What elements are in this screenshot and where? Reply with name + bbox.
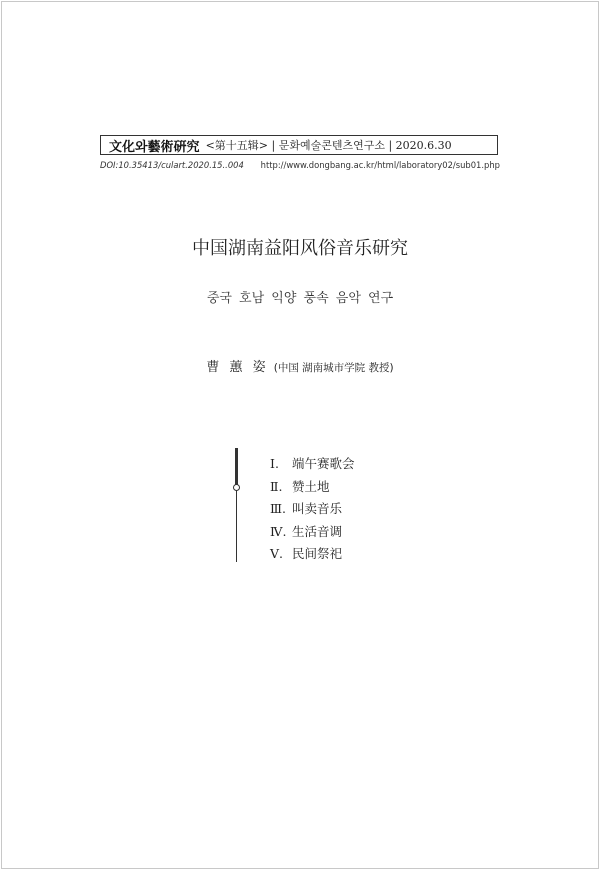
toc-item-number: Ⅰ. xyxy=(270,456,279,471)
author-affiliation: (中国 湖南城市学院 教授) xyxy=(273,362,394,374)
url-link[interactable]: http://www.dongbang.ac.kr/html/laboratory02/sub01.php xyxy=(260,160,500,170)
toc-rule-accent xyxy=(235,448,238,486)
toc-dot xyxy=(233,484,240,491)
paper-subtitle: 중국 호남 익양 풍속 음악 연구 xyxy=(206,291,394,306)
journal-header xyxy=(100,135,498,155)
toc-list xyxy=(270,453,355,566)
toc-item-label: 端午赛歌会 xyxy=(291,456,355,471)
toc-item-label: 民间祭祀 xyxy=(291,546,342,561)
journal-meta: <第十五辑> | 문화예술콘텐츠연구소 | 2020.6.30 xyxy=(205,139,452,152)
doi-line xyxy=(100,160,500,174)
toc-item-number: Ⅴ. xyxy=(270,546,284,561)
toc-item xyxy=(270,543,355,566)
toc-item-label: 叫卖音乐 xyxy=(291,501,342,516)
toc-item-number: Ⅳ. xyxy=(270,523,287,539)
toc-item xyxy=(270,453,355,476)
author-line xyxy=(0,356,600,375)
toc-item-label: 生活音调 xyxy=(291,523,342,539)
doi-text: DOI:10.35413/culart.2020.15..004 xyxy=(100,160,244,170)
toc-item xyxy=(270,521,355,544)
toc-item-number: Ⅱ. xyxy=(270,478,283,494)
paper-title: 中国湖南益阳风俗音乐研究 xyxy=(192,238,408,259)
toc-item xyxy=(270,476,355,499)
author-name: 曹 蕙 姿 xyxy=(206,360,269,375)
page-frame xyxy=(1,1,599,869)
table-of-contents xyxy=(234,448,434,564)
toc-item-label: 赞土地 xyxy=(291,478,330,494)
toc-item-number: Ⅲ. xyxy=(270,501,287,516)
journal-logo: 文化와藝術硏究 xyxy=(109,139,200,155)
toc-item xyxy=(270,498,355,521)
